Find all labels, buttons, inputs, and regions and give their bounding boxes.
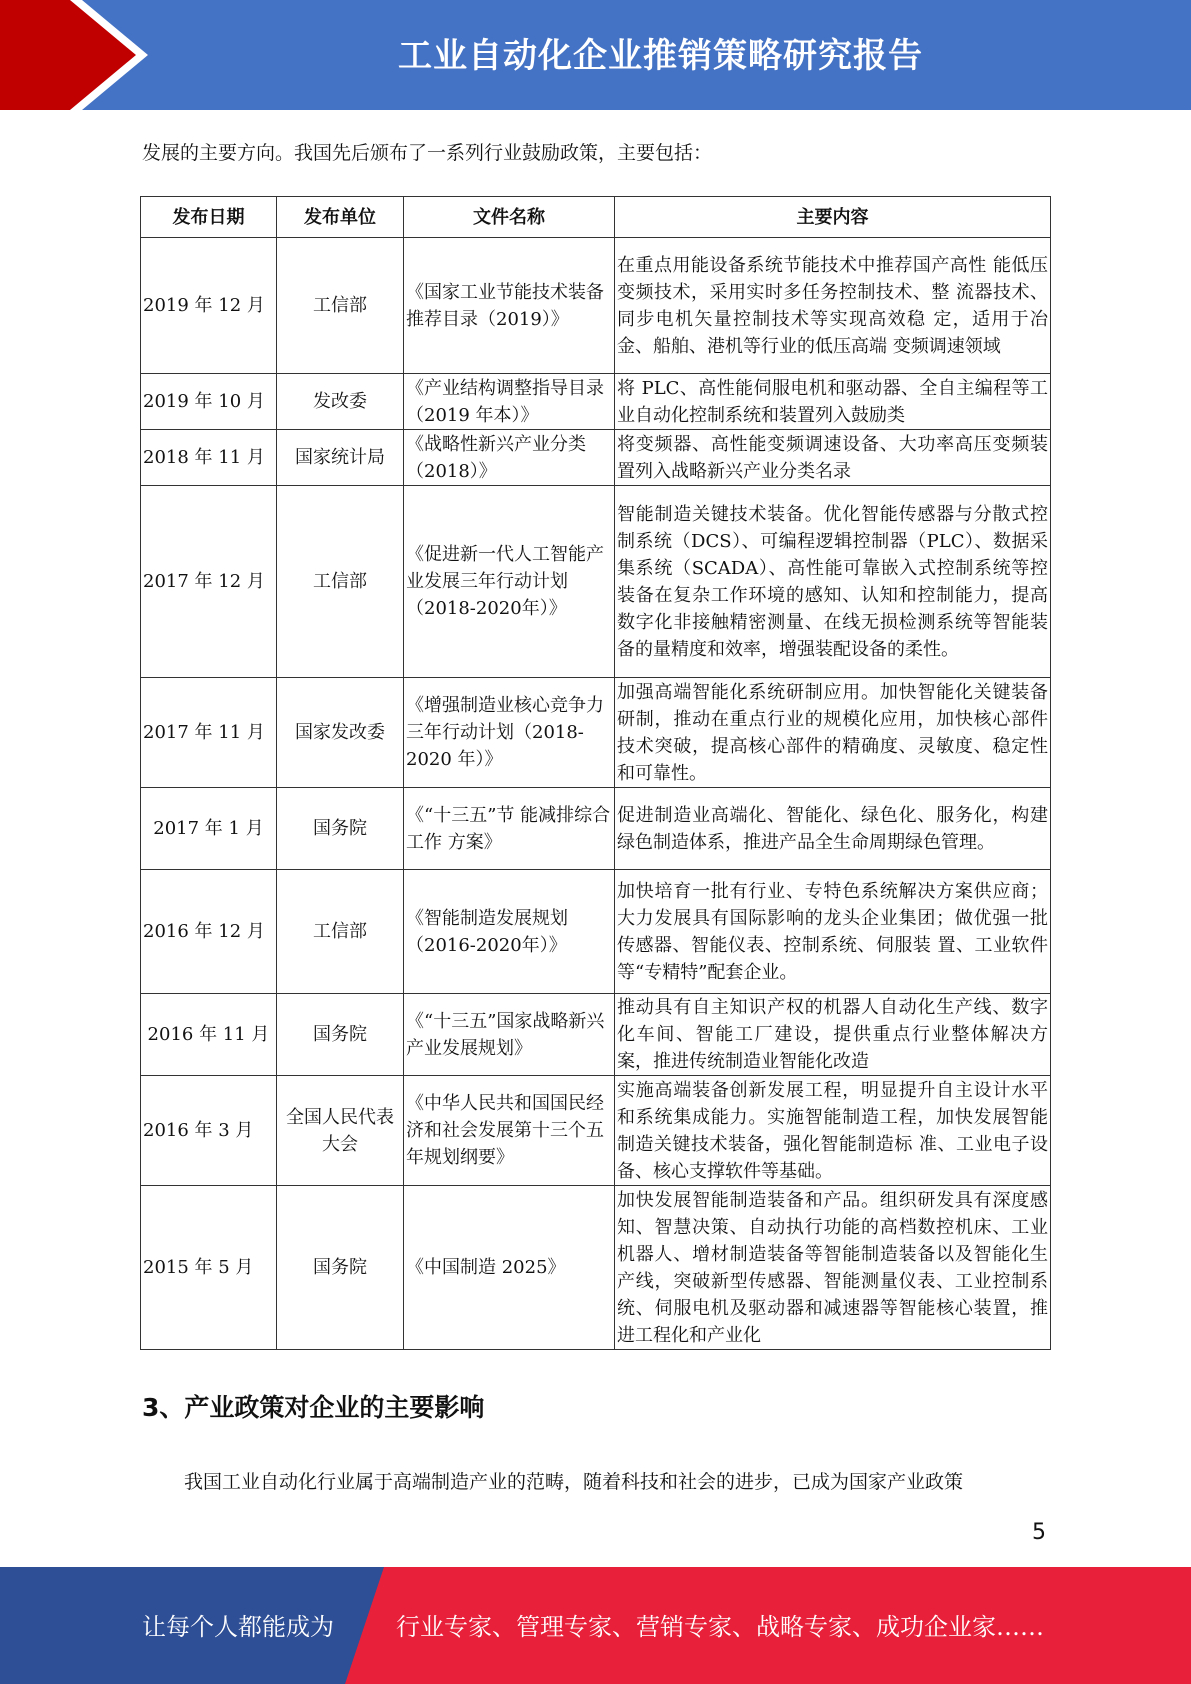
cell-content: 智能制造关键技术装备。优化智能传感器与分散式控制系统（DCS）、可编程逻辑控制器（PLC）、数据采集系统（SCADA）、高性能可靠嵌入式控制系统等控装备在复杂工作环境的感知、认知和控制能力，提高数字化非接触精密测量、在线无损检测系统等智能装备的量精度和效率，增强装配设备的柔性。 bbox=[615, 486, 1051, 678]
page-header bbox=[0, 0, 1191, 110]
table-row bbox=[141, 1186, 1051, 1350]
cell-unit: 国家发改委 bbox=[277, 678, 404, 788]
page-number: 5 bbox=[1032, 1520, 1046, 1545]
table-row bbox=[141, 994, 1051, 1076]
table-row bbox=[141, 374, 1051, 430]
cell-unit: 国务院 bbox=[277, 994, 404, 1076]
cell-date: 2017 年 11 月 bbox=[141, 678, 277, 788]
cell-unit: 国家统计局 bbox=[277, 430, 404, 486]
cell-date: 2015 年 5 月 bbox=[141, 1186, 277, 1350]
page-footer bbox=[0, 1567, 1191, 1684]
header-doc: 文件名称 bbox=[404, 197, 615, 238]
cell-doc: 《国家工业节能技术装备推荐目录（2019）》 bbox=[404, 238, 615, 374]
cell-doc: 《产业结构调整指导目录（2019 年本）》 bbox=[404, 374, 615, 430]
cell-content: 将 PLC、高性能伺服电机和驱动器、全自主编程等工业自动化控制系统和装置列入鼓励类 bbox=[615, 374, 1051, 430]
table-header-row bbox=[141, 197, 1051, 238]
cell-date: 2016 年 3 月 bbox=[141, 1076, 277, 1186]
cell-content: 将变频器、高性能变频调速设备、大功率高压变频装置列入战略新兴产业分类名录 bbox=[615, 430, 1051, 486]
cell-unit: 工信部 bbox=[277, 486, 404, 678]
cell-unit: 国务院 bbox=[277, 1186, 404, 1350]
cell-date: 2016 年 11 月 bbox=[141, 994, 277, 1076]
table-row bbox=[141, 870, 1051, 994]
table-row bbox=[141, 238, 1051, 374]
cell-doc: 《增强制造业核心竞争力三年行动计划（2018-2020 年）》 bbox=[404, 678, 615, 788]
footer-slogan-right: 行业专家、管理专家、营销专家、战略专家、成功企业家…… bbox=[396, 1613, 1044, 1641]
header-content: 主要内容 bbox=[615, 197, 1051, 238]
header-date: 发布日期 bbox=[141, 197, 277, 238]
cell-content: 加强高端智能化系统研制应用。加快智能化关键装备研制，推动在重点行业的规模化应用，加快核心部件技术突破，提高核心部件的精确度、灵敏度、稳定性和可靠性。 bbox=[615, 678, 1051, 788]
cell-doc: 《中华人民共和国国民经济和社会发展第十三个五年规划纲要》 bbox=[404, 1076, 615, 1186]
header-unit: 发布单位 bbox=[277, 197, 404, 238]
cell-content: 在重点用能设备系统节能技术中推荐国产高性 能低压变频技术，采用实时多任务控制技术、整 流器技术、同步电机矢量控制技术等实现高效稳 定，适用于冶金、船舶、港机等行业的低压高端 变频调速领域 bbox=[615, 238, 1051, 374]
report-title: 工业自动化企业推销策略研究报告 bbox=[398, 36, 923, 76]
body-paragraph: 我国工业自动化行业属于高端制造产业的范畴，随着科技和社会的进步，已成为国家产业政策 bbox=[184, 1471, 964, 1493]
cell-doc: 《战略性新兴产业分类（2018）》 bbox=[404, 430, 615, 486]
cell-date: 2019 年 10 月 bbox=[141, 374, 277, 430]
cell-unit: 工信部 bbox=[277, 870, 404, 994]
cell-date: 2018 年 11 月 bbox=[141, 430, 277, 486]
cell-doc: 《“十三五”国家战略新兴产业发展规划》 bbox=[404, 994, 615, 1076]
cell-doc: 《中国制造 2025》 bbox=[404, 1186, 615, 1350]
table-row bbox=[141, 788, 1051, 870]
cell-content: 实施高端装备创新发展工程，明显提升自主设计水平和系统集成能力。实施智能制造工程，加快发展智能制造关键技术装备，强化智能制造标 准、工业电子设备、核心支撑软件等基础。 bbox=[615, 1076, 1051, 1186]
cell-unit: 发改委 bbox=[277, 374, 404, 430]
cell-date: 2017 年 12 月 bbox=[141, 486, 277, 678]
cell-doc: 《智能制造发展规划（2016-2020年）》 bbox=[404, 870, 615, 994]
intro-text: 发展的主要方向。我国先后颁布了一系列行业鼓励政策，主要包括： bbox=[142, 142, 713, 164]
cell-date: 2016 年 12 月 bbox=[141, 870, 277, 994]
table-row bbox=[141, 430, 1051, 486]
cell-content: 促进制造业高端化、智能化、绿色化、服务化，构建绿色制造体系，推进产品全生命周期绿色管理。 bbox=[615, 788, 1051, 870]
table-row bbox=[141, 1076, 1051, 1186]
cell-doc: 《促进新一代人工智能产业发展三年行动计划（2018-2020年）》 bbox=[404, 486, 615, 678]
table-row bbox=[141, 678, 1051, 788]
cell-unit: 全国人民代表大会 bbox=[277, 1076, 404, 1186]
cell-content: 加快培育一批有行业、专特色系统解决方案供应商；大力发展具有国际影响的龙头企业集团；做优强一批传感器、智能仪表、控制系统、伺服装 置、工业软件等“专精特”配套企业。 bbox=[615, 870, 1051, 994]
table-row bbox=[141, 486, 1051, 678]
cell-date: 2017 年 1 月 bbox=[141, 788, 277, 870]
policy-table bbox=[140, 196, 1051, 1350]
footer-slogan-left: 让每个人都能成为 bbox=[142, 1613, 334, 1641]
cell-content: 加快发展智能制造装备和产品。组织研发具有深度感知、智慧决策、自动执行功能的高档数控机床、工业机器人、增材制造装备等智能制造装备以及智能化生产线，突破新型传感器、智能测量仪表、工业控制系统、伺服电机及驱动器和减速器等智能核心装置，推进工程化和产业化 bbox=[615, 1186, 1051, 1350]
section-heading: 3、产业政策对企业的主要影响 bbox=[142, 1393, 485, 1422]
cell-date: 2019 年 12 月 bbox=[141, 238, 277, 374]
cell-unit: 工信部 bbox=[277, 238, 404, 374]
cell-content: 推动具有自主知识产权的机器人自动化生产线、数字化车间、智能工厂建设，提供重点行业整体解决方案，推进传统制造业智能化改造 bbox=[615, 994, 1051, 1076]
cell-doc: 《“十三五”节 能减排综合工作 方案》 bbox=[404, 788, 615, 870]
cell-unit: 国务院 bbox=[277, 788, 404, 870]
